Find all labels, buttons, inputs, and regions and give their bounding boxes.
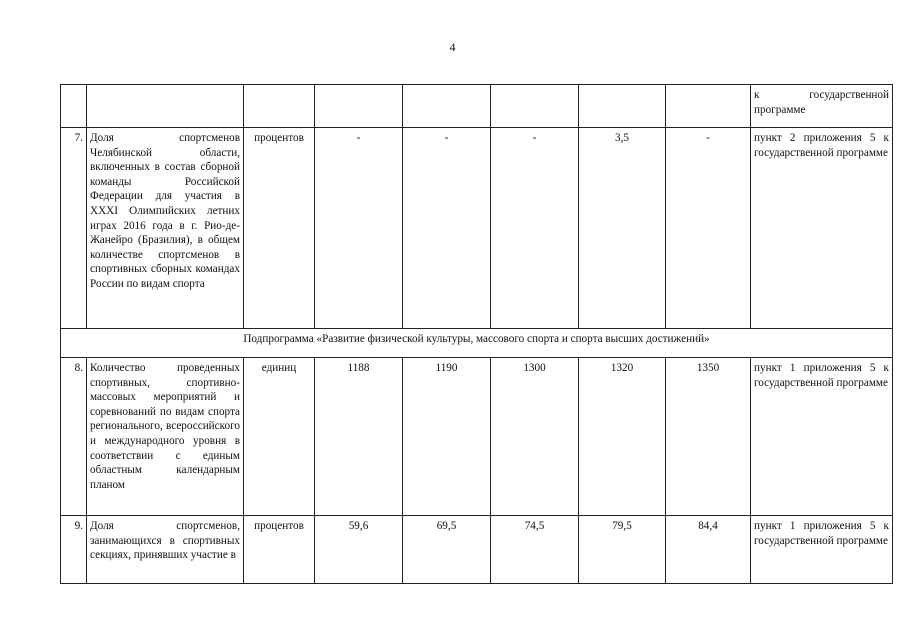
value-cell: 84,4 (666, 516, 751, 584)
row-number (61, 85, 87, 128)
value-cell: 59,6 (315, 516, 403, 584)
value-cell: 3,5 (579, 128, 666, 329)
source-cell: пункт 1 приложения 5 к государственной программе (751, 358, 893, 516)
table-row (61, 358, 893, 516)
value-cell: 74,5 (491, 516, 579, 584)
subprogram-row (61, 329, 893, 358)
unit-cell: процентов (244, 128, 315, 329)
indicator-description: Доля спортсменов, занимающихся в спортивных секциях, принявших участие в (87, 516, 244, 584)
value-cell: 1188 (315, 358, 403, 516)
table-row (61, 516, 893, 584)
unit-cell (244, 85, 315, 128)
unit-cell: единиц (244, 358, 315, 516)
indicators-table (60, 84, 893, 584)
row-number: 8. (61, 358, 87, 516)
indicator-description: Количество проведенных спортивных, спортивно-массовых мероприятий и соревнований по видам спорта регионального, всероссийского и международного уровня в соответствии с единым областным календарным планом (87, 358, 244, 516)
unit-cell: процентов (244, 516, 315, 584)
value-cell: 1350 (666, 358, 751, 516)
value-cell (403, 85, 491, 128)
page-number: 4 (449, 40, 456, 54)
indicator-description: Доля спортсменов Челябинской области, включенных в состав сборной команды Российской Федерации для участия в XXXI Олимпийских летних играх 2016 года в г. Рио-де-Жанейро (Бразилия), в общем количестве спортсменов в спортивных сборных командах России по видам спорта (87, 128, 244, 329)
source-cell: к государственной программе (751, 85, 893, 128)
value-cell: - (403, 128, 491, 329)
value-cell (315, 85, 403, 128)
source-cell: пункт 1 приложения 5 к государственной программе (751, 516, 893, 584)
row-number: 7. (61, 128, 87, 329)
row-number: 9. (61, 516, 87, 584)
value-cell: 1300 (491, 358, 579, 516)
value-cell: 1320 (579, 358, 666, 516)
value-cell: 1190 (403, 358, 491, 516)
value-cell: - (491, 128, 579, 329)
table-row-continuation (61, 85, 893, 128)
table-row (61, 128, 893, 329)
value-cell: - (666, 128, 751, 329)
value-cell: 79,5 (579, 516, 666, 584)
source-cell: пункт 2 приложения 5 к государственной программе (751, 128, 893, 329)
subprogram-title: Подпрограмма «Развитие физической культуры, массового спорта и спорта высших достижений» (61, 329, 893, 358)
value-cell (491, 85, 579, 128)
value-cell (579, 85, 666, 128)
value-cell (666, 85, 751, 128)
indicator-description (87, 85, 244, 128)
value-cell: - (315, 128, 403, 329)
value-cell: 69,5 (403, 516, 491, 584)
